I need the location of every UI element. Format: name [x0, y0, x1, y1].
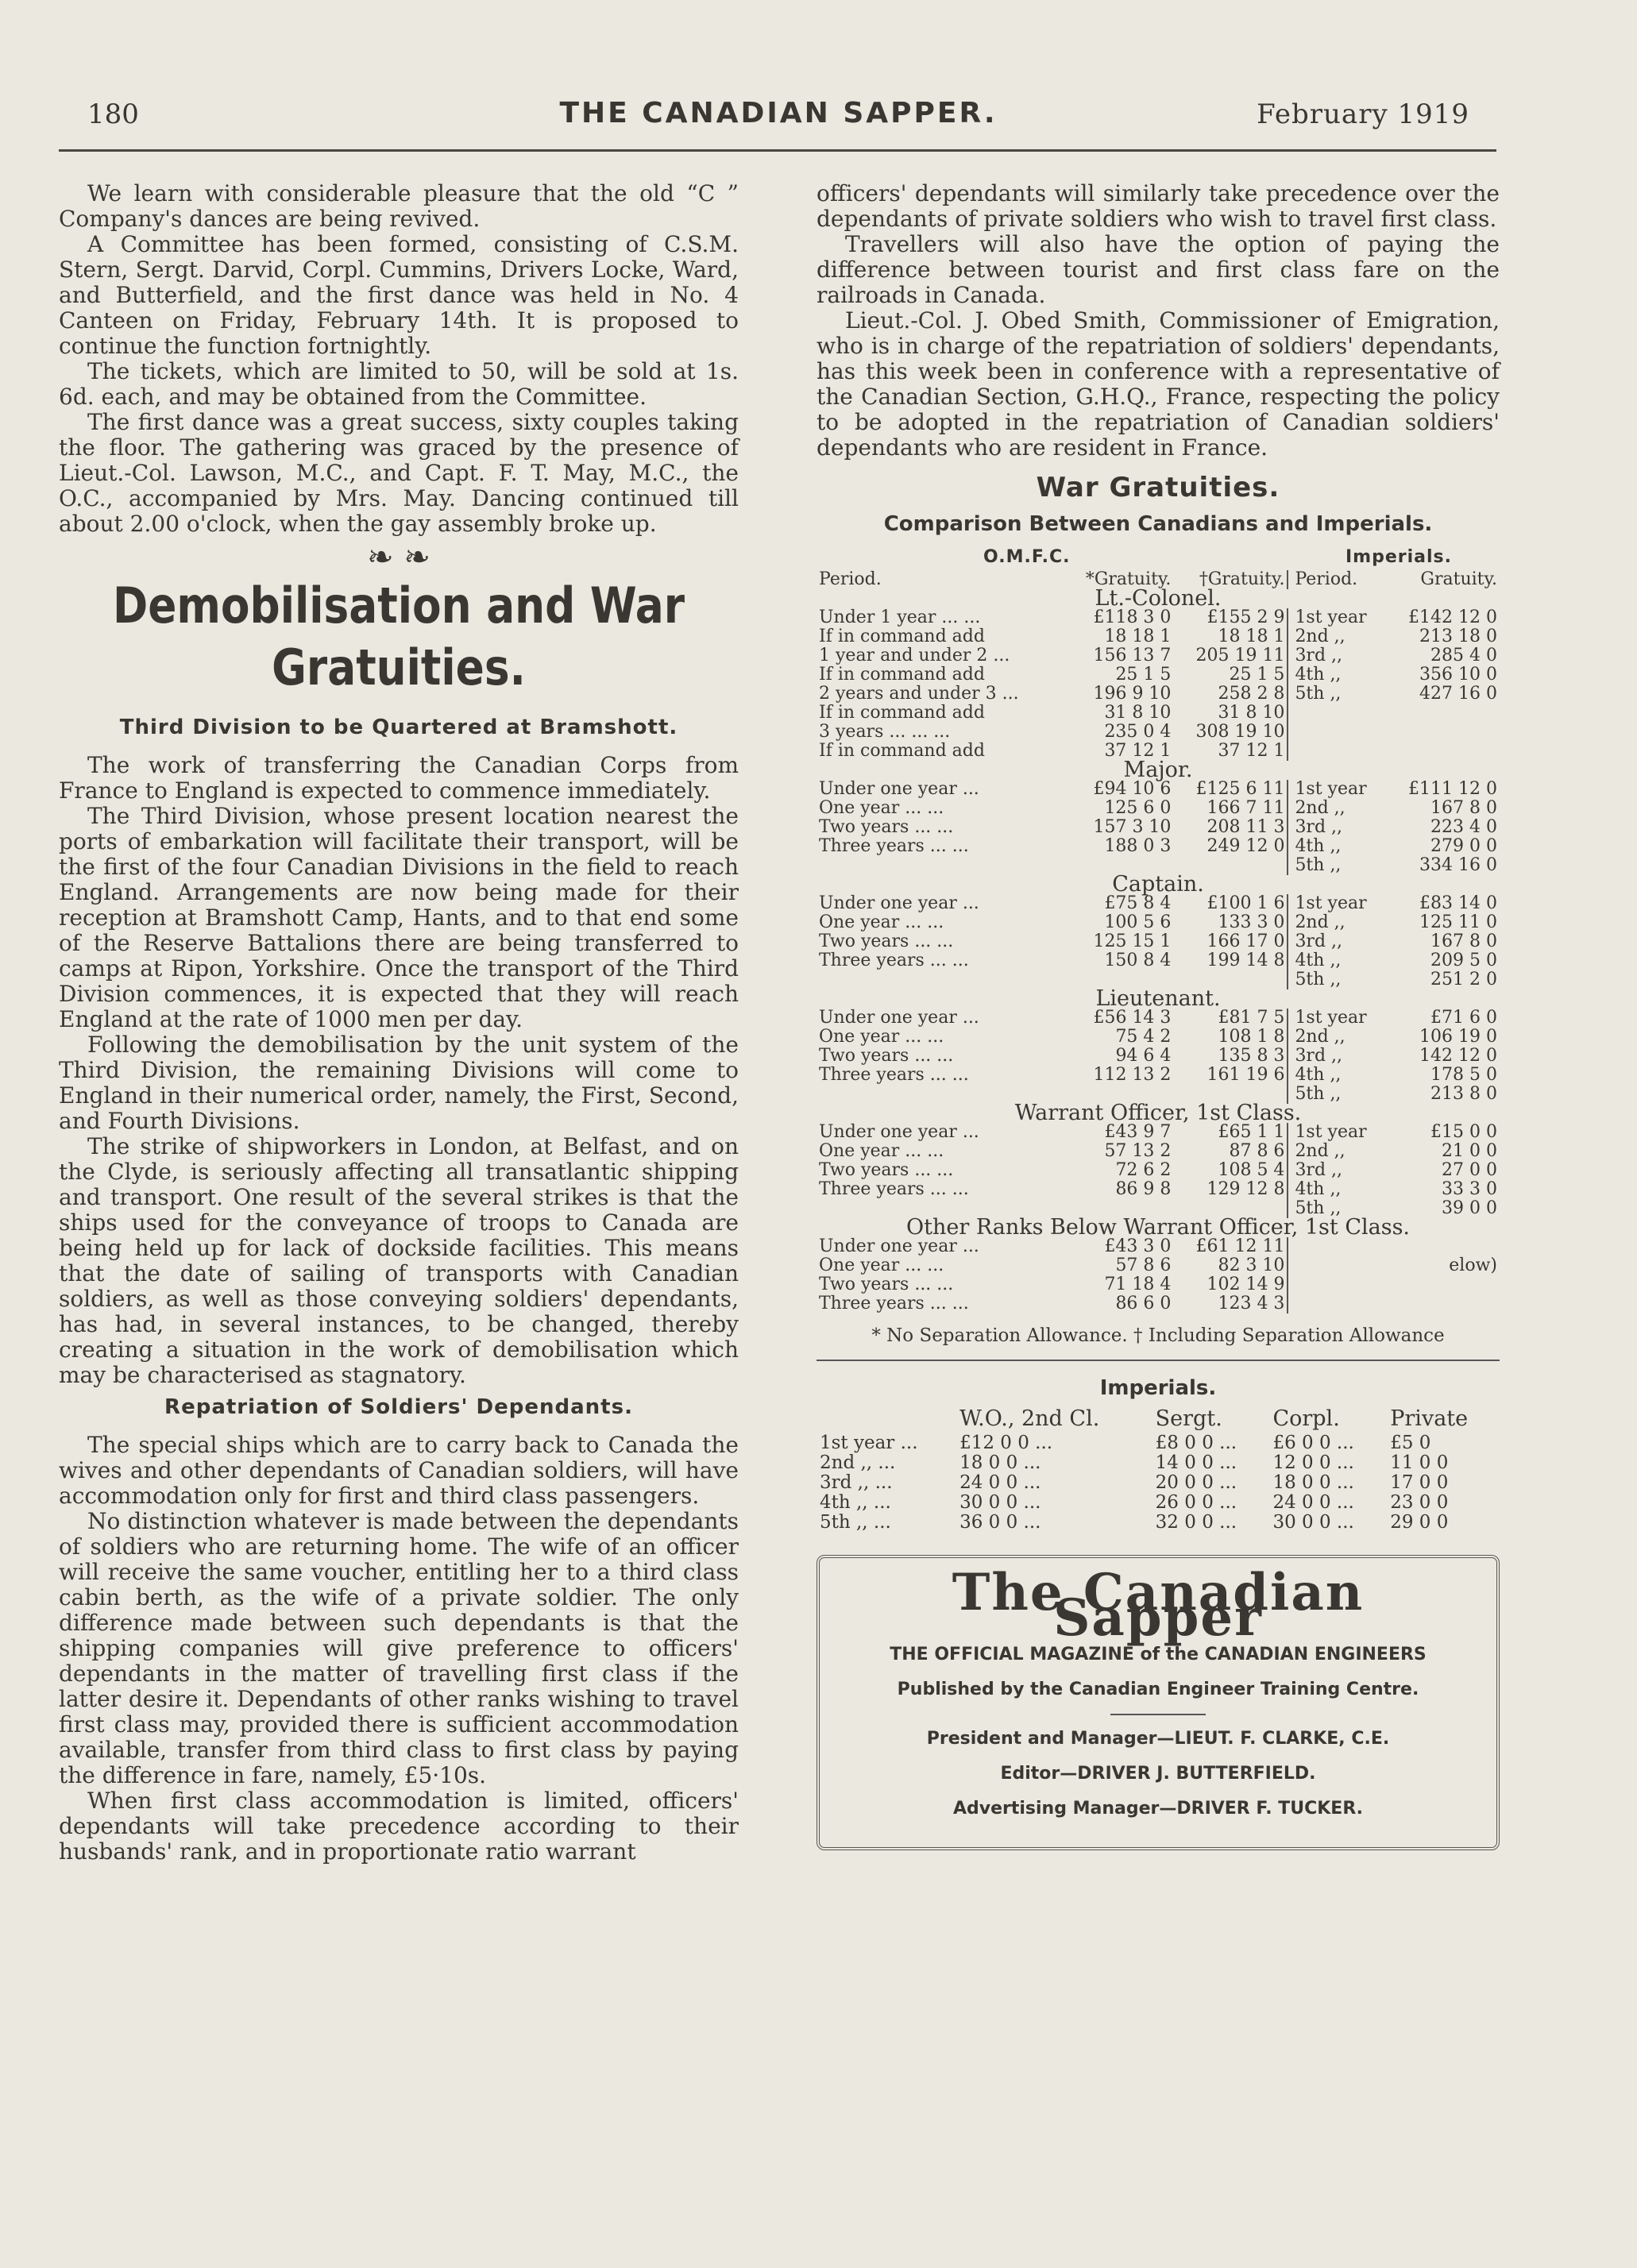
table-cell: 94 6 4 [1115, 1046, 1172, 1066]
table-cell: 334 16 0 [1419, 855, 1497, 875]
table-row [817, 627, 1500, 646]
table-cell: Under one year ... [819, 893, 979, 913]
rank-heading-row [817, 1104, 1500, 1123]
table-row [817, 1123, 1500, 1142]
table-cell: 21 0 0 [1442, 1141, 1497, 1161]
table-cell: 356 10 0 [1419, 665, 1497, 685]
paragraph: The special ships which are to carry back to Canada the wives and other dependants of Canadian soldiers, will have accommodation only for first and third class passengers. [59, 1432, 739, 1509]
table-row [817, 665, 1500, 685]
paragraph: The work of transferring the Canadian Corps from France to England is expected to commence immediately. [59, 752, 739, 804]
table-cell [1386, 1294, 1500, 1313]
table-cell: 150 8 4 [1104, 951, 1172, 970]
table-cell: 2nd ,, [1288, 627, 1386, 646]
table-cell: 31 8 10 [1218, 703, 1285, 723]
table-cell: 3rd ,, [1288, 1161, 1386, 1180]
imperials-grid [817, 1406, 1500, 1533]
table-group-headers [817, 545, 1500, 570]
table-row [817, 1009, 1500, 1028]
table-cell: 25 1 5 [1229, 665, 1285, 685]
table-cell: 1 year and under 2 ... [819, 646, 1010, 665]
table-cell: Two years ... ... [819, 1046, 954, 1066]
table-cell: Three years ... ... [819, 1294, 969, 1313]
rank-heading-row [817, 875, 1500, 894]
masthead-line: Published by the Canadian Engineer Training Centre. [897, 1680, 1419, 1699]
table-cell: 12 0 0 ... [1272, 1452, 1354, 1473]
table-cell: Under 1 year ... ... [819, 608, 981, 627]
table-cell: 3rd ,, [1288, 818, 1386, 837]
table-cell: Under one year ... [819, 1008, 979, 1028]
table-cell: 5th ,, [1288, 970, 1386, 989]
table-cell: 1st year [1288, 780, 1386, 799]
table-cell: 108 5 4 [1218, 1160, 1285, 1180]
table-row [817, 1028, 1500, 1047]
table-row [817, 646, 1500, 665]
table-cell: If in command add [819, 665, 985, 685]
table-cell: 5th ,, ... [820, 1512, 891, 1533]
table-cell: 258 2 8 [1218, 684, 1285, 704]
table-cell: 18 18 1 [1104, 627, 1172, 646]
table-cell: Two years ... ... [819, 817, 954, 837]
table-cell: 106 19 0 [1419, 1027, 1497, 1047]
table-cell: 156 13 7 [1093, 646, 1172, 665]
table-cell: 129 12 8 [1207, 1179, 1285, 1199]
table-cell: Two years ... ... [819, 1275, 954, 1294]
table-cell: 27 0 0 [1442, 1160, 1497, 1180]
table-cell: £111 12 0 [1408, 779, 1497, 799]
table-cell: £94 10 6 [1093, 779, 1172, 799]
table-cell [1386, 723, 1500, 742]
rank-heading: Captain. [1112, 872, 1204, 897]
paragraph: Travellers will also have the option of paying the difference between tourist and first class fare on the railroads in Canada. [817, 231, 1500, 308]
table-cell: If in command add [819, 741, 985, 761]
table-row [817, 1275, 1500, 1294]
table-cell: 5th ,, [1288, 856, 1386, 875]
table-cell: 26 0 0 ... [1155, 1492, 1237, 1513]
table-cell: Gratuity. [1420, 569, 1497, 589]
table-cell: Three years ... ... [819, 836, 969, 856]
table-cell: £142 12 0 [1408, 608, 1497, 627]
table-cell: 2 years and under 3 ... [819, 684, 1019, 704]
table-cell: One year ... ... [819, 1027, 944, 1047]
table-header-row [817, 1409, 1500, 1433]
rank-heading: Lt.-Colonel. [1095, 586, 1222, 611]
masthead-line: THE OFFICIAL MAGAZINE of the CANADIAN ENGINEERS [890, 1645, 1427, 1664]
table-cell: One year ... ... [819, 1256, 944, 1275]
imperials-title: Imperials. [1099, 1376, 1217, 1400]
table-cell: 17 0 0 [1390, 1472, 1449, 1493]
table-cell: If in command add [819, 627, 985, 646]
table-cell: £100 1 6 [1207, 893, 1285, 913]
table-row [817, 1237, 1500, 1256]
table-cell: 4th ,, [1288, 665, 1386, 685]
table-cell: 135 8 3 [1218, 1046, 1285, 1066]
table-cell: £12 0 0 ... [959, 1433, 1053, 1453]
table-cell [1288, 723, 1386, 742]
subheading: Third Division to be Quartered at Bramshott. [119, 716, 678, 739]
table-row [817, 837, 1500, 856]
table-row [817, 1066, 1500, 1085]
table-cell: £155 2 9 [1207, 608, 1285, 627]
column-header: Sergt. [1155, 1406, 1222, 1431]
footnote: * No Separation Allowance. † Including Separation Allowance [871, 1325, 1445, 1346]
table-cell: 142 12 0 [1419, 1046, 1497, 1066]
table-cell: 24 0 0 ... [1272, 1492, 1354, 1513]
table-cell: 2nd ,, [1288, 913, 1386, 932]
omfc-label: O.M.F.C. [983, 547, 1071, 567]
issue-date: February 1919 [1257, 98, 1469, 130]
column-header: Corpl. [1272, 1406, 1340, 1431]
table-cell [817, 856, 1064, 875]
table-cell: *Gratuity. [1085, 569, 1172, 589]
imperials-label: Imperials. [1345, 547, 1452, 567]
masthead-line: Advertising Manager—DRIVER F. TUCKER. [952, 1799, 1364, 1819]
table-row [817, 894, 1500, 913]
table-cell: 11 0 0 [1390, 1452, 1449, 1473]
paragraph: Following the demobilisation by the unit system of the Third Division, the remaining Divisions will come to England in their numerical order, namely, the First, Second, and Fourth Divisions. [59, 1032, 739, 1134]
table-cell: 188 0 3 [1104, 836, 1172, 856]
rank-heading-row [817, 989, 1500, 1009]
rank-heading-row [817, 1218, 1500, 1237]
table-cell: 75 4 2 [1115, 1027, 1172, 1047]
table-cell: 57 13 2 [1104, 1141, 1172, 1161]
table-cell [1288, 1256, 1386, 1275]
table-cell [1386, 742, 1500, 761]
table-cell: Under one year ... [819, 1122, 979, 1142]
table-cell: 39 0 0 [1442, 1198, 1497, 1218]
table-cell: 205 19 11 [1195, 646, 1285, 665]
table-cell: 3rd ,, ... [820, 1472, 893, 1493]
table-cell: 3rd ,, [1288, 646, 1386, 665]
table-cell: 108 1 8 [1218, 1027, 1285, 1047]
table-cell: 87 8 6 [1229, 1141, 1285, 1161]
table-cell: Two years ... ... [819, 1160, 954, 1180]
masthead-box [817, 1555, 1500, 1850]
table-cell: 167 8 0 [1430, 932, 1497, 951]
paragraph: No distinction whatever is made between the dependants of soldiers who are returning home. The wife of an officer will receive the same voucher, entitling her to a third class cabin berth, as the wife of a private soldier. The only difference made between such dependants is that the shipping companies will give preference to officers' dependants in the matter of travelling first class if the latter desire it. Dependants of other ranks wishing to travel first class may, provided there is sufficient accommodation available, transfer from third class to first class by paying the difference in fare, namely, £5·10s. [59, 1508, 739, 1788]
table-cell: 125 6 0 [1104, 798, 1172, 818]
table-cell: 209 5 0 [1430, 951, 1497, 970]
table-cell: 3rd ,, [1288, 932, 1386, 951]
table-cell: 4th ,, [1288, 951, 1386, 970]
table-cell: Three years ... ... [819, 1179, 969, 1199]
table-cell: 37 12 1 [1104, 741, 1172, 761]
table-cell: 1st year [1288, 1009, 1386, 1028]
table-cell: 1st year [1288, 1123, 1386, 1142]
table-cell: Period. [1288, 570, 1386, 589]
imperials-table [817, 1406, 1500, 1533]
table-row [817, 1473, 1500, 1493]
publication-title: THE CANADIAN SAPPER. [559, 97, 998, 129]
table-cell: £6 0 0 ... [1272, 1433, 1354, 1453]
paragraph: The strike of shipworkers in London, at Belfast, and on the Clyde, is seriously affecting all transatlantic shipping and transport. One result of the several strikes is that the ships used for the conveyance of troops to Canada are being held up for lack of dockside facilities. This means that the date of sailing of transports with Canadian soldiers, as well as those conveying soldiers' dependants, has had, in several instances, to be changed, thereby creating a situation in the work of demobilisation which may be characterised as stagnatory. [59, 1133, 739, 1388]
table-cell: £8 0 0 ... [1155, 1433, 1237, 1453]
table-cell: £5 0 [1390, 1433, 1431, 1453]
table-cell: 3 years ... ... ... [819, 722, 951, 742]
table-cell: 4th ,, ... [820, 1492, 891, 1513]
gratuity-table [817, 570, 1500, 1313]
table-cell: £71 6 0 [1430, 1008, 1497, 1028]
table-cell: 123 4 3 [1218, 1294, 1285, 1313]
table-cell: 167 8 0 [1430, 798, 1497, 818]
table-cell: 1st year [1288, 608, 1386, 627]
table-cell: 2nd ,, [1288, 1028, 1386, 1047]
column-header: W.O., 2nd Cl. [959, 1406, 1100, 1431]
rank-heading: Major. [1123, 758, 1193, 782]
table-cell: 178 5 0 [1430, 1065, 1497, 1085]
masthead-line: President and Manager—LIEUT. F. CLARKE, C.E. [926, 1729, 1390, 1749]
table-row [817, 1180, 1500, 1199]
paragraph: Lieut.-Col. J. Obed Smith, Commissioner of Emigration, who is in charge of the repatriation of soldiers' dependants, has this week been in conference with a representative of the Canadian Section, G.H.Q., France, respecting the policy to be adopted in the repatriation of Canadian soldiers' dependants who are resident in France. [817, 307, 1500, 461]
table-cell: 18 0 0 ... [1272, 1472, 1354, 1493]
rank-heading-row [817, 589, 1500, 608]
table-cell: 29 0 0 [1390, 1512, 1449, 1533]
table-row [817, 1161, 1500, 1180]
paragraph: We learn with considerable pleasure that the old “C ” Company's dances are being revived. [59, 180, 739, 232]
table-cell: 30 0 0 ... [959, 1492, 1041, 1513]
table-cell [1288, 704, 1386, 723]
page-header [87, 94, 1469, 141]
table-cell: 196 9 10 [1093, 684, 1172, 704]
table-cell: 23 0 0 [1390, 1492, 1449, 1513]
table-cell: Under one year ... [819, 1236, 979, 1256]
table-row [817, 1513, 1500, 1533]
table-cell: 235 0 4 [1104, 722, 1172, 742]
table-row [817, 932, 1500, 951]
table-cell: 157 3 10 [1093, 817, 1172, 837]
table-cell [1386, 1275, 1500, 1294]
table-cell: £43 9 7 [1104, 1122, 1172, 1142]
table-cell: 213 8 0 [1430, 1084, 1497, 1104]
paragraph: When first class accommodation is limited, officers' dependants will take precedence according to their husbands' rank, and in proportionate ratio warrant [59, 1788, 739, 1865]
table-cell: 2nd ,, [1288, 1142, 1386, 1161]
table-cell: £65 1 1 [1218, 1122, 1285, 1142]
table-cell: £15 0 0 [1430, 1122, 1497, 1142]
table-cell: 199 14 8 [1207, 951, 1285, 970]
table-cell: 166 7 11 [1207, 798, 1285, 818]
table-cell: Period. [819, 569, 882, 589]
paragraph: A Committee has been formed, consisting of C.S.M. Stern, Sergt. Darvid, Corpl. Cummins, Drivers Locke, Ward, and Butterfield, and the first dance was held in No. 4 Canteen on Friday, February 14th. It is proposed to continue the function fortnightly. [59, 231, 739, 359]
table-row [817, 1047, 1500, 1066]
rank-heading: Warrant Officer, 1st Class. [1014, 1101, 1302, 1125]
table-row [817, 1256, 1500, 1275]
table-cell: 33 3 0 [1442, 1179, 1497, 1199]
table-cell: 166 17 0 [1207, 932, 1285, 951]
table-cell: 2nd ,, ... [820, 1452, 896, 1473]
table-cell: 86 9 8 [1115, 1179, 1172, 1199]
table-row [817, 1433, 1500, 1453]
table-cell: 2nd ,, [1288, 799, 1386, 818]
table-cell: 213 18 0 [1419, 627, 1497, 646]
table-row [817, 913, 1500, 932]
table-row [817, 1493, 1500, 1513]
table-row [817, 780, 1500, 799]
table-cell [1288, 1237, 1386, 1256]
table-cell: 1st year ... [820, 1433, 918, 1453]
table-cell: 125 11 0 [1419, 912, 1497, 932]
table-cell: 161 19 6 [1207, 1065, 1285, 1085]
column-header [817, 1409, 956, 1433]
table-cell: 18 18 1 [1218, 627, 1285, 646]
rank-heading: Lieutenant. [1095, 986, 1221, 1011]
table-cell: 208 11 3 [1207, 817, 1285, 837]
table-cell: £83 14 0 [1419, 893, 1497, 913]
table-cell: Two years ... ... [819, 932, 954, 951]
table-cell: 25 1 5 [1115, 665, 1172, 685]
table-cell: If in command add [819, 703, 985, 723]
table-cell: 32 0 0 ... [1155, 1512, 1237, 1533]
table-cell [1386, 704, 1500, 723]
ornament-divider: ❧ ❧ [367, 539, 430, 576]
table-row [817, 685, 1500, 704]
paragraph: The tickets, which are limited to 50, will be sold at 1s. 6d. each, and may be obtained from the Committee. [59, 358, 739, 410]
section-title: War Gratuities. [1036, 472, 1280, 503]
table-cell: 72 6 2 [1115, 1160, 1172, 1180]
article-headline: Demobilisation and War Gratuities. [112, 577, 685, 696]
table-cell: 1st year [1288, 894, 1386, 913]
table-row [817, 799, 1500, 818]
table-cell: £56 14 3 [1093, 1008, 1172, 1028]
table-cell: Three years ... ... [819, 1065, 969, 1085]
table-cell: 57 8 6 [1115, 1256, 1172, 1275]
right-column [817, 181, 1500, 1850]
table-cell: 30 0 0 ... [1272, 1512, 1354, 1533]
table-cell: 31 8 10 [1104, 703, 1172, 723]
divider [1110, 1714, 1206, 1715]
table-cell: 4th ,, [1288, 1066, 1386, 1085]
table-cell: £61 12 11 [1195, 1236, 1285, 1256]
table-cell [1288, 742, 1386, 761]
table-cell: 308 19 10 [1195, 722, 1285, 742]
table-row [817, 818, 1500, 837]
paragraph: officers' dependants will similarly take precedence over the dependants of private soldiers who wish to travel first class. [817, 180, 1500, 232]
table-cell: £75 8 4 [1104, 893, 1172, 913]
table-cell: One year ... ... [819, 1141, 944, 1161]
table-cell: 100 5 6 [1104, 912, 1172, 932]
table-cell: 82 3 10 [1218, 1256, 1285, 1275]
table-cell: †Gratuity. [1199, 569, 1285, 589]
table-cell: 223 4 0 [1430, 817, 1497, 837]
comparison-title: Comparison Between Canadians and Imperials. [883, 512, 1433, 536]
table-cell: One year ... ... [819, 912, 944, 932]
table-cell: £43 3 0 [1104, 1236, 1172, 1256]
table-cell: £81 7 5 [1218, 1008, 1285, 1028]
table-cell: elow) [1449, 1256, 1497, 1275]
table-cell: 102 14 9 [1207, 1275, 1285, 1294]
paragraph: The Third Division, whose present location nearest the ports of embarkation will facilitate their transport, will be the first of the four Canadian Divisions in the field to reach England. Arrangements are now being made for their reception at Bramshott Camp, Hants, and to that end some of the Reserve Battalions there are being transferred to camps at Ripon, Yorkshire. Once the transport of the Third Division commences, it is expected that they will reach England at the rate of 1000 men per day. [59, 803, 739, 1032]
table-cell: One year ... ... [819, 798, 944, 818]
table-row [817, 723, 1500, 742]
table-cell: 285 4 0 [1430, 646, 1497, 665]
left-column [59, 181, 739, 1865]
page-number: 180 [87, 98, 139, 130]
table-cell: 18 0 0 ... [959, 1452, 1041, 1473]
table-cell: Three years ... ... [819, 951, 969, 970]
table-cell: 37 12 1 [1218, 741, 1285, 761]
table-cell: 279 0 0 [1430, 836, 1497, 856]
divider [817, 1360, 1500, 1361]
table-cell: 24 0 0 ... [959, 1472, 1041, 1493]
table-row [817, 1142, 1500, 1161]
table-row [817, 1294, 1500, 1313]
table-cell: 71 18 4 [1104, 1275, 1172, 1294]
table-cell: 4th ,, [1288, 1180, 1386, 1199]
gratuity-grid [817, 570, 1500, 1313]
masthead-title: The Canadian Sapper [952, 1563, 1365, 1648]
subheading: Repatriation of Soldiers' Dependants. [164, 1395, 633, 1419]
table-cell [1386, 1237, 1500, 1256]
table-row [817, 1453, 1500, 1473]
table-cell: 427 16 0 [1419, 684, 1497, 704]
table-cell: £125 6 11 [1195, 779, 1285, 799]
rank-heading: Other Ranks Below Warrant Officer, 1st Class. [905, 1215, 1411, 1240]
table-cell: 86 6 0 [1115, 1294, 1172, 1313]
masthead-line: Editor—DRIVER J. BUTTERFIELD. [1000, 1764, 1316, 1784]
table-cell [1288, 1294, 1386, 1313]
table-cell: 5th ,, [1288, 685, 1386, 704]
table-row [817, 951, 1500, 970]
rank-heading-row [817, 761, 1500, 780]
table-cell: £118 3 0 [1093, 608, 1172, 627]
table-cell: 112 13 2 [1093, 1065, 1172, 1085]
table-cell: 125 15 1 [1093, 932, 1172, 951]
table-row [817, 608, 1500, 627]
table-cell [1288, 1275, 1386, 1294]
table-cell: 251 2 0 [1430, 970, 1497, 989]
paragraph: The first dance was a great success, sixty couples taking the floor. The gathering was graced by the presence of Lieut.-Col. Lawson, M.C., and Capt. F. T. May, M.C., the O.C., accompanied by Mrs. May. Dancing continued till about 2.00 o'clock, when the gay assembly broke up. [59, 409, 739, 537]
table-cell: 133 3 0 [1218, 912, 1285, 932]
table-cell: 20 0 0 ... [1155, 1472, 1237, 1493]
header-rule [59, 149, 1496, 152]
table-cell: 5th ,, [1288, 1085, 1386, 1104]
table-cell: 249 12 0 [1207, 836, 1285, 856]
column-header: Private [1390, 1406, 1469, 1431]
table-cell: 14 0 0 ... [1155, 1452, 1237, 1473]
table-cell: Under one year ... [819, 779, 979, 799]
table-cell: 3rd ,, [1288, 1047, 1386, 1066]
table-cell: 4th ,, [1288, 837, 1386, 856]
table-row [817, 704, 1500, 723]
table-cell: 36 0 0 ... [959, 1512, 1041, 1533]
table-cell: 5th ,, [1288, 1199, 1386, 1218]
table-cell [817, 970, 1064, 989]
